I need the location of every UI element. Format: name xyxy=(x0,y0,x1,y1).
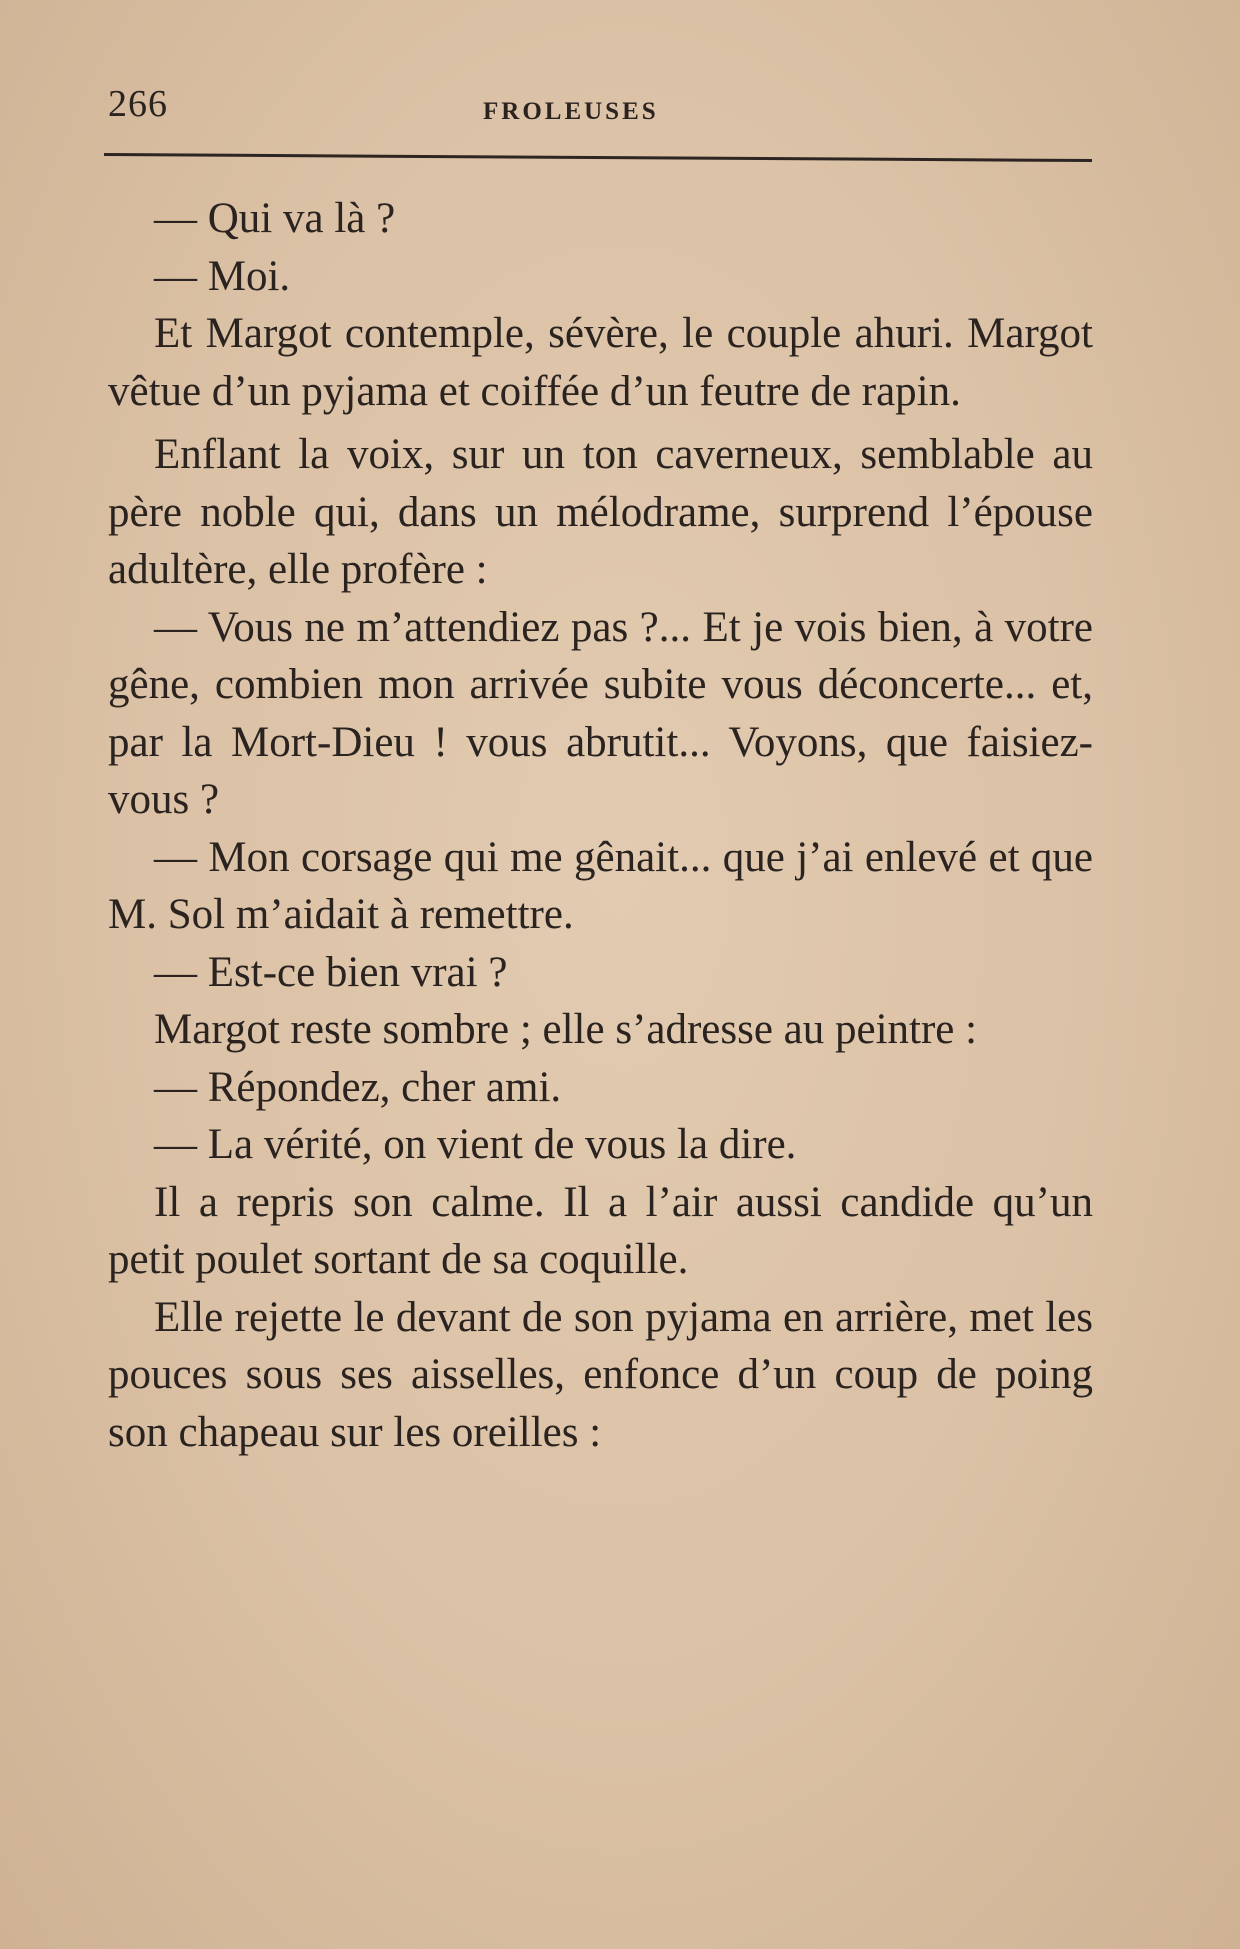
paragraph: — Moi. xyxy=(154,252,291,300)
paragraph: — Est-ce bien vrai ? xyxy=(154,948,508,996)
paragraph: — Répondez, cher ami. xyxy=(154,1063,562,1111)
paragraph: Et Margot contemple, sévère, le couple ahuri. Margot vêtue d’un pyjama et coiffée d’un feutre de rapin. xyxy=(108,310,1093,415)
paragraph: Il a repris son calme. Il a l’air aussi candide qu’un petit poulet sortant de sa coquille. xyxy=(108,1178,1093,1283)
header-rule xyxy=(104,153,1092,162)
paragraph: Enflant la voix, sur un ton caverneux, semblable au père noble qui, dans un mélodrame, surprend l’épouse adultère, elle profère : xyxy=(108,431,1093,593)
body-text xyxy=(108,190,1093,1461)
paragraph: — La vérité, on vient de vous la dire. xyxy=(154,1121,797,1168)
paragraph: Margot reste sombre ; elle s’adresse au peintre : xyxy=(154,1006,978,1053)
paragraph: Elle rejette le devant de son pyjama en arrière, met les pouces sous ses aisselles, enfonce d’un coup de poing son chapeau sur les oreilles : xyxy=(108,1293,1093,1456)
page-number: 266 xyxy=(108,83,168,125)
paragraph: — Vous ne m’attendiez pas ?... Et je vois bien, à votre gêne, combien mon arrivée subite vous déconcerte... et, par la Mort-Dieu ! vous abrutit... Voyons, que faisiez-vous ? xyxy=(108,603,1093,823)
running-head xyxy=(108,82,1093,132)
paragraph: — Mon corsage qui me gênait... que j’ai enlevé et que M. Sol m’aidait à remettre. xyxy=(108,833,1093,938)
running-title: FROLEUSES xyxy=(483,98,659,125)
paragraph: — Qui va là ? xyxy=(154,195,396,242)
